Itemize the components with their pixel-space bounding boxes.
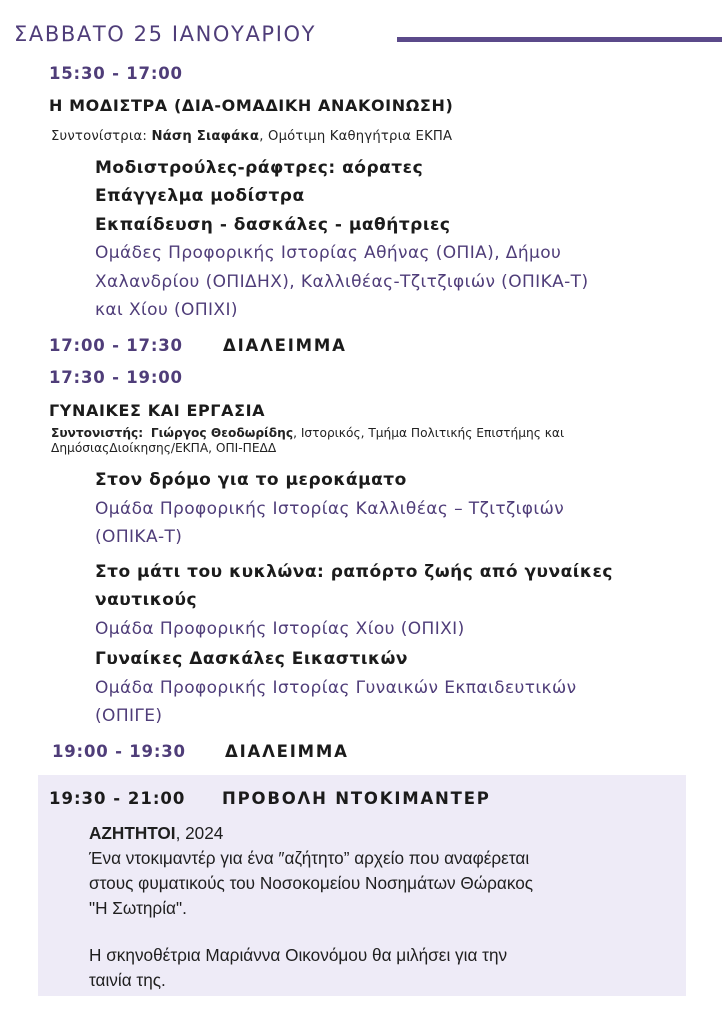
chair-name: Γιώργος Θεοδωρίδης	[150, 426, 294, 440]
screening-time: 19:30 - 21:00	[49, 789, 186, 808]
session2-talk-3: Γυναίκες Δασκάλες Εικαστικών	[95, 649, 408, 669]
film-title	[89, 823, 223, 844]
film-note-line-1: Η σκηνοθέτρια Μαριάννα Οικονόμου θα μιλήσει για την	[89, 945, 508, 965]
session1-title: Η ΜΟΔΙΣΤΡΑ (ΔΙΑ-ΟΜΑΔΙΚΗ ΑΝΑΚΟΙΝΩΣΗ)	[49, 96, 454, 115]
session1-groups-line-3: και Χίου (ΟΠΙΧΙ)	[95, 300, 238, 320]
chair-label: Συντονιστής:	[51, 426, 144, 440]
chair-role: , Ιστορικός, Τμήμα Πολιτικής Επιστήμης και	[293, 426, 565, 440]
session2-chair-role-line-2: ΔημόσιαςΔιοίκησης/ΕΚΠΑ, ΟΠΙ-ΠΕΔΔ	[51, 441, 277, 455]
film-title-text: ΑΖΗΤΗΤΟΙ	[89, 823, 176, 843]
chair-label: Συντονίστρια	[51, 129, 143, 144]
session1-talk-3: Εκπαίδευση - δασκάλες - μαθήτριες	[95, 215, 451, 235]
chair-role: , Ομότιμη Καθηγήτρια ΕΚΠΑ	[259, 129, 453, 144]
session1-talk-1: Μοδιστρούλες-ράφτρες: αόρατες	[95, 158, 424, 178]
session2-talk-1-group-line-1: Ομάδα Προφορικής Ιστορίας Καλλιθέας – Τζιτζιφιών	[95, 499, 565, 519]
session2-talk-2-line-2: ναυτικούς	[95, 590, 198, 610]
break2-time: 19:00 - 19:30	[52, 742, 186, 761]
session1-chair: Συντονίστρια: Νάση Σιαφάκα, Ομότιμη Καθηγήτρια ΕΚΠΑ	[51, 129, 453, 144]
screening-label: ΠΡΟΒΟΛΗ ΝΤΟΚΙΜΑΝΤΕΡ	[222, 789, 491, 808]
film-description-line-3: "Η Σωτηρία".	[89, 898, 187, 918]
break2-label: ΔΙΑΛΕΙΜΜΑ	[225, 742, 349, 761]
session2-talk-1: Στον δρόμο για το μεροκάματο	[95, 470, 407, 490]
session1-talk-2: Επάγγελμα μοδίστρα	[95, 186, 305, 206]
break1-time: 17:00 - 17:30	[49, 336, 183, 355]
session2-chair	[51, 426, 564, 441]
session1-groups-line-1: Ομάδες Προφορικής Ιστορίας Αθήνας (ΟΠΙΑ), Δήμου	[95, 243, 562, 263]
session2-talk-1-group-line-2: (ΟΠΙΚΑ-Τ)	[95, 527, 183, 547]
day-title: ΣΑΒΒΑΤΟ 25 ΙΑΝΟΥΑΡΙΟΥ	[14, 22, 317, 46]
session2-talk-2-line-1: Στο μάτι του κυκλώνα: ραπόρτο ζωής από γυναίκες	[95, 562, 614, 582]
session2-title: ΓΥΝΑΙΚΕΣ ΚΑΙ ΕΡΓΑΣΙΑ	[49, 401, 266, 420]
session1-groups-line-2: Χαλανδρίου (ΟΠΙΔΗΧ), Καλλιθέας-Τζιτζιφιών (ΟΠΙΚΑ-Τ)	[95, 272, 589, 292]
chair-name: Νάση Σιαφάκα	[151, 129, 260, 144]
film-description-line-2: στους φυματικούς του Νοσοκομείου Νοσημάτων Θώρακος	[89, 873, 534, 893]
session2-talk-3-group-line-1: Ομάδα Προφορικής Ιστορίας Γυναικών Εκπαιδευτικών	[95, 678, 577, 698]
header-divider	[397, 37, 722, 42]
session1-time: 15:30 - 17:00	[49, 64, 183, 83]
film-year: , 2024	[175, 823, 224, 843]
film-description-line-1: Ένα ντοκιμαντέρ για ένα ″αζήτητο” αρχείο που αναφέρεται	[89, 848, 530, 868]
session2-time: 17:30 - 19:00	[49, 368, 183, 387]
film-note-line-2: ταινία της.	[89, 970, 166, 990]
session2-talk-2-group: Ομάδα Προφορικής Ιστορίας Χίου (ΟΠΙΧΙ)	[95, 619, 465, 639]
break1-label: ΔΙΑΛΕΙΜΜΑ	[223, 336, 347, 355]
session2-talk-3-group-line-2: (ΟΠΙΓΕ)	[95, 706, 163, 726]
